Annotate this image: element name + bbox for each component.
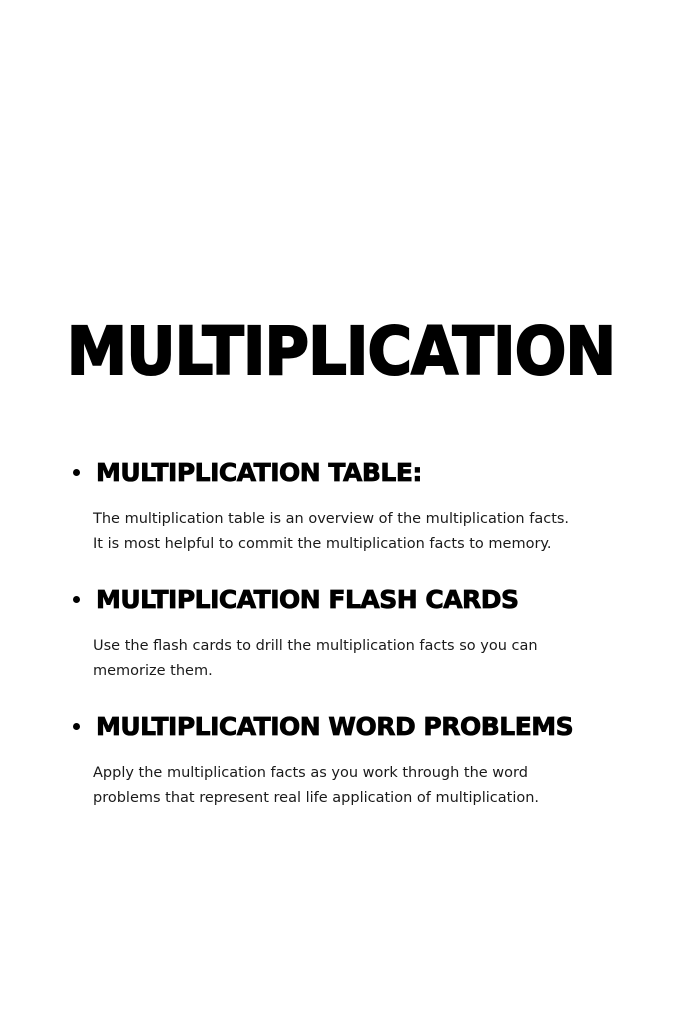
- body-line: It is most helpful to commit the multiplication facts to memory.: [93, 536, 552, 552]
- bullet-icon: [73, 469, 80, 476]
- section-body: [93, 507, 613, 557]
- section-heading: MULTIPLICATION FLASH CARDS: [96, 585, 519, 614]
- section-body: [93, 761, 613, 811]
- page-title: MULTIPLICATION: [66, 313, 616, 390]
- body-line: memorize them.: [93, 663, 213, 679]
- body-line: Use the flash cards to drill the multiplication facts so you can: [93, 638, 538, 654]
- body-line: The multiplication table is an overview of the multiplication facts.: [93, 511, 570, 527]
- section-heading: MULTIPLICATION WORD PROBLEMS: [96, 712, 574, 741]
- body-line: problems that represent real life application of multiplication.: [93, 790, 540, 806]
- body-line: Apply the multiplication facts as you work through the word: [93, 765, 528, 781]
- bullet-icon: [73, 723, 80, 730]
- bullet-icon: [73, 596, 80, 603]
- section-heading: MULTIPLICATION TABLE:: [96, 458, 422, 487]
- section-body: [93, 634, 613, 684]
